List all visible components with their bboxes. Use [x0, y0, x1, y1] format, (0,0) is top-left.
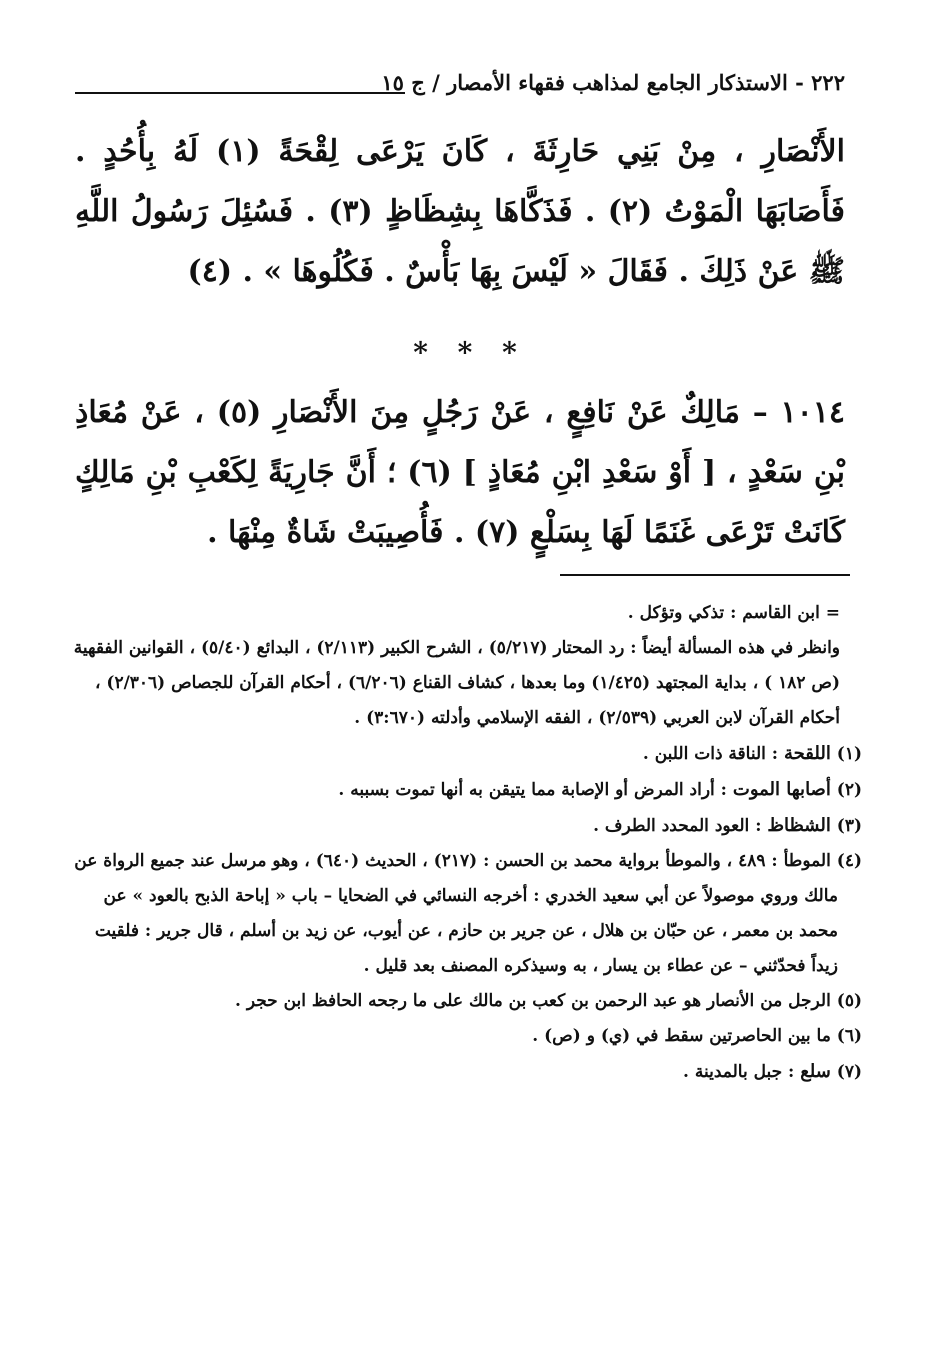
footnote-text: : العود المحدد الطرف . [593, 816, 762, 836]
footnote-term: الشظاظ [767, 815, 831, 836]
footnote-1 [72, 736, 862, 772]
footnote-7 [72, 1054, 862, 1090]
footnote-text: : جبل بالمدينة . [683, 1062, 795, 1082]
book-title: الاستذكار الجامع لمذاهب فقهاء الأمصار / ج ١٥ [381, 70, 788, 95]
footnote-text: : الناقة ذات اللبن . [642, 744, 779, 764]
footnote-6 [72, 1019, 862, 1054]
footnote-term: أصابها الموت [732, 779, 831, 800]
footnote-term: سلع [800, 1061, 831, 1082]
page-number: ٢٢٢ [811, 70, 845, 95]
footnote-number: (١) [836, 744, 862, 764]
footnote-number: (٤) [836, 851, 862, 871]
footnote-number: (٥) [836, 991, 862, 1011]
running-title [381, 70, 845, 95]
hadith-continuation: الأَنْصَارِ ، مِنْ بَنِي حَارِثَةَ ، كَانَ يَرْعَى لِقْحَةً (١) لَهُ بِأُحُدٍ . فَأَصَابَهَا الْمَوْتُ (٢) . فَذَكَّاهَا بِشِظَاظٍ (٣) . فَسُئِلَ رَسُولُ اللَّهِ ﷺ عَنْ ذَلِكَ . فَقَالَ « لَيْسَ بِهَا بَأْسٌ . فَكُلُوهَا » . (٤) [75, 134, 845, 289]
hadith-1014 [75, 383, 845, 563]
footnotes [72, 596, 862, 1090]
footnote-text: ما بين الحاصرتين سقط في (ي) و (ص) . [532, 1026, 831, 1046]
footnote-references: وانظر في هذه المسألة أيضاً : رد المحتار (٥/٢١٧) ، الشرح الكبير (٢/١١٣) ، البدائع (٥/٤٠) ، القوانين الفقهية (ص ١٨٢ ) ، بداية المجتهد (١/٤٢٥) وما بعدها ، كشاف القناع (٦/٢٠٦) ، أحكام القرآن للجصاص (٢/٣٠٦) ، أحكام القرآن لابن العربي (٢/٥٣٩) ، الفقه الإسلامي وأدلته (٣:٦٧٠) . [73, 638, 840, 728]
footnote-4 [72, 844, 862, 984]
footnote-5 [72, 984, 862, 1019]
main-text-block-1 [75, 122, 845, 302]
footnote-number: (٢) [836, 780, 862, 800]
footnote-separator [560, 574, 850, 576]
footnote-text: الموطأ : ٤٨٩ ، والموطأ برواية محمد بن الحسن : (٢١٧) ، الحديث (٦٤٠) ، وهو مرسل عند جميع الرواة عن مالك وروي موصولاً عن أبي سعيد الخدري : أخرجه النسائي في الضحايا – باب « إباحة الذبح بالعود » عن محمد بن معمر ، عن حبّان بن هلال ، عن جرير بن حازم ، عن أيوب، عن زيد بن أسلم ، قال جرير : فلقيت زيداً فحدّثني – عن عطاء بن يسار ، به وسيذكره المصنف بعد قليل . [74, 851, 838, 976]
footnote-2 [72, 772, 862, 808]
header-dash: - [787, 70, 804, 95]
footnote-text: : أراد المرض أو الإصابة مما يتيقن به أنها تموت بسببه . [338, 780, 727, 800]
section-separator: * * * [413, 336, 527, 369]
page-header [75, 68, 845, 108]
header-rule [75, 92, 405, 94]
footnote-number: (٣) [836, 816, 862, 836]
footnote-number: (٦) [836, 1026, 862, 1046]
footnote-3 [72, 808, 862, 844]
main-text-block-2 [75, 383, 845, 563]
hadith-number: ١٠١٤ [780, 395, 845, 430]
footnote-continuation: = ابن القاسم : تذكي وتؤكل . [627, 603, 840, 623]
footnote-number: (٧) [836, 1062, 862, 1082]
footnote-text: الرجل من الأنصار هو عبد الرحمن بن كعب بن مالك على ما رجحه الحافظ ابن حجر . [234, 991, 831, 1011]
hadith-text: – مَالِكٌ عَنْ نَافِعٍ ، عَنْ رَجُلٍ مِنَ الأَنْصَارِ (٥) ، عَنْ مُعَاذِ بْنِ سَعْدٍ ، [ أَوْ سَعْدِ ابْنِ مُعَاذٍ ] (٦) ؛ أَنَّ جَارِيَةً لِكَعْبِ بْنِ مَالِكٍ كَانَتْ تَرْعَى غَنَمًا لَهَا بِسَلْعٍ (٧) . فَأُصِيبَتْ شَاةٌ مِنْهَا . [75, 395, 846, 550]
footnote-term: اللقحة [784, 743, 831, 764]
